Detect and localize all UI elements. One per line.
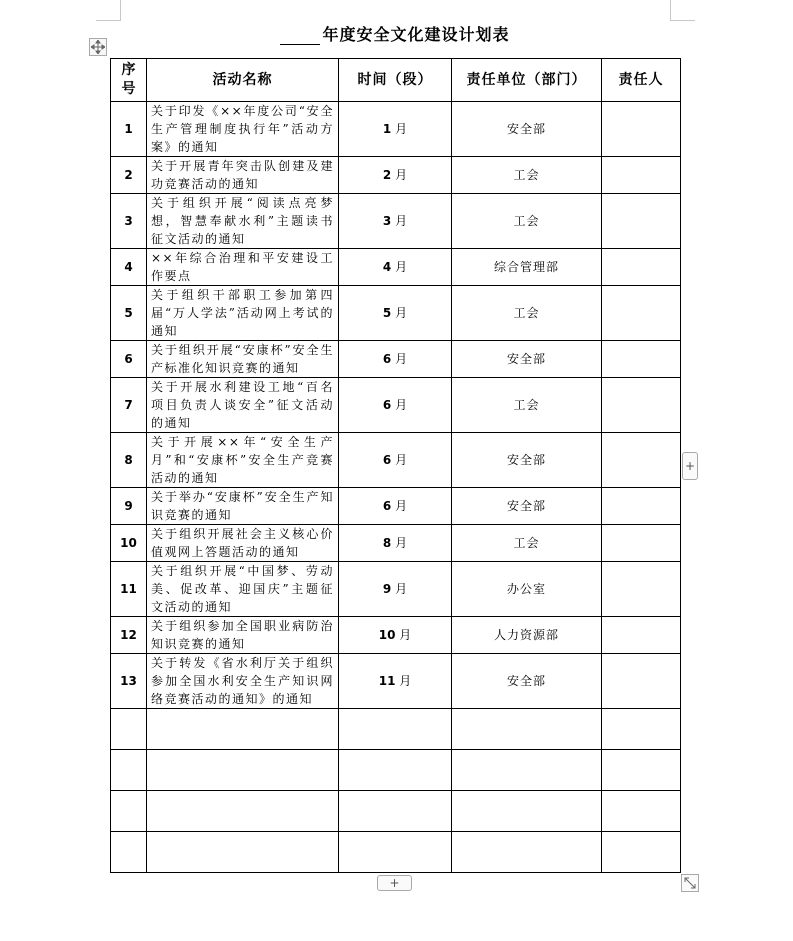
empty-table-row	[111, 750, 681, 791]
cell-person[interactable]	[602, 194, 681, 249]
empty-cell[interactable]	[339, 832, 452, 873]
cell-dept[interactable]: 办公室	[452, 562, 602, 617]
cell-time[interactable]	[339, 249, 452, 286]
cell-person[interactable]	[602, 341, 681, 378]
cell-activity[interactable]: 关于开展××年“安全生产月”和“安康杯”安全生产竞赛活动的通知	[147, 433, 339, 488]
cell-dept[interactable]: 安全部	[452, 654, 602, 709]
cell-month: 2	[382, 168, 392, 182]
cell-dept[interactable]: 人力资源部	[452, 617, 602, 654]
cell-activity[interactable]: 关于开展水利建设工地“百名项目负责人谈安全”征文活动的通知	[147, 378, 339, 433]
cell-time[interactable]	[339, 488, 452, 525]
cell-activity[interactable]: 关于组织参加全国职业病防治知识竞赛的通知	[147, 617, 339, 654]
cell-time[interactable]	[339, 433, 452, 488]
cell-no[interactable]: 7	[111, 378, 147, 433]
empty-cell[interactable]	[147, 791, 339, 832]
cell-dept[interactable]: 工会	[452, 286, 602, 341]
cell-month: 6	[382, 499, 392, 513]
empty-cell[interactable]	[452, 791, 602, 832]
cell-month: 10	[378, 628, 396, 642]
cell-time[interactable]	[339, 286, 452, 341]
cell-month-unit: 月	[399, 674, 412, 688]
cell-time[interactable]	[339, 194, 452, 249]
cell-no[interactable]: 10	[111, 525, 147, 562]
table-move-handle[interactable]	[89, 38, 107, 56]
empty-cell[interactable]	[339, 791, 452, 832]
cell-month-unit: 月	[395, 352, 408, 366]
empty-cell[interactable]	[111, 709, 147, 750]
cell-activity[interactable]: 关于转发《省水利厅关于组织参加全国水利安全生产知识网络竞赛活动的通知》的通知	[147, 654, 339, 709]
empty-table-row	[111, 832, 681, 873]
page-corner-mark-top-left	[96, 0, 121, 21]
cell-time[interactable]	[339, 617, 452, 654]
cell-person[interactable]	[602, 249, 681, 286]
cell-time[interactable]	[339, 525, 452, 562]
cell-person[interactable]	[602, 286, 681, 341]
cell-month: 5	[382, 306, 392, 320]
cell-activity[interactable]: 关于组织干部职工参加第四届“万人学法”活动网上考试的通知	[147, 286, 339, 341]
table-row	[111, 562, 681, 617]
cell-month-unit: 月	[395, 453, 408, 467]
table-row	[111, 157, 681, 194]
empty-cell[interactable]	[111, 832, 147, 873]
cell-month-unit: 月	[395, 168, 408, 182]
header-activity[interactable]: 活动名称	[147, 59, 339, 102]
cell-time[interactable]	[339, 378, 452, 433]
cell-no[interactable]: 3	[111, 194, 147, 249]
cell-no[interactable]: 8	[111, 433, 147, 488]
cell-person[interactable]	[602, 525, 681, 562]
cell-no[interactable]: 6	[111, 341, 147, 378]
cell-time[interactable]	[339, 654, 452, 709]
cell-person[interactable]	[602, 157, 681, 194]
cell-no[interactable]: 5	[111, 286, 147, 341]
title-year-blank	[280, 27, 320, 45]
cell-month: 1	[382, 122, 392, 136]
table-row	[111, 617, 681, 654]
table-resize-handle[interactable]	[681, 874, 699, 892]
header-time[interactable]: 时间（段）	[339, 59, 452, 102]
cell-time[interactable]	[339, 157, 452, 194]
cell-dept[interactable]: 安全部	[452, 488, 602, 525]
cell-month-unit: 月	[395, 260, 408, 274]
table-row	[111, 488, 681, 525]
cell-month-unit: 月	[395, 536, 408, 550]
cell-month: 6	[382, 352, 392, 366]
cell-month-unit: 月	[395, 122, 408, 136]
cell-month-unit: 月	[395, 582, 408, 596]
cell-no[interactable]: 12	[111, 617, 147, 654]
empty-cell[interactable]	[339, 709, 452, 750]
header-no[interactable]: 序号	[111, 59, 147, 102]
cell-dept[interactable]: 综合管理部	[452, 249, 602, 286]
cell-dept[interactable]: 安全部	[452, 102, 602, 157]
empty-table-row	[111, 709, 681, 750]
cell-no[interactable]: 9	[111, 488, 147, 525]
cell-month: 11	[378, 674, 396, 688]
cell-person[interactable]	[602, 378, 681, 433]
add-row-button[interactable]: +	[377, 875, 412, 891]
cell-activity[interactable]: 关于组织开展“阅读点亮梦想，智慧奉献水利”主题读书征文活动的通知	[147, 194, 339, 249]
empty-cell[interactable]	[602, 791, 681, 832]
cell-dept[interactable]: 安全部	[452, 433, 602, 488]
cell-month: 3	[382, 214, 392, 228]
cell-time[interactable]	[339, 341, 452, 378]
move-icon	[91, 40, 105, 54]
cell-activity[interactable]: 关于印发《××年度公司“安全生产管理制度执行年”活动方案》的通知	[147, 102, 339, 157]
document-title[interactable]	[110, 22, 680, 46]
cell-person[interactable]	[602, 654, 681, 709]
empty-table-row	[111, 791, 681, 832]
empty-cell[interactable]	[602, 832, 681, 873]
cell-person[interactable]	[602, 488, 681, 525]
cell-person[interactable]	[602, 617, 681, 654]
table-row	[111, 654, 681, 709]
table-header-row	[111, 59, 681, 102]
cell-time[interactable]	[339, 562, 452, 617]
cell-month-unit: 月	[395, 499, 408, 513]
cell-activity[interactable]: 关于组织开展社会主义核心价值观网上答题活动的通知	[147, 525, 339, 562]
table-row	[111, 249, 681, 286]
empty-cell[interactable]	[147, 832, 339, 873]
page-corner-mark-top-right	[670, 0, 695, 21]
empty-cell[interactable]	[452, 750, 602, 791]
cell-dept[interactable]: 安全部	[452, 341, 602, 378]
header-dept[interactable]: 责任单位（部门）	[452, 59, 602, 102]
cell-activity[interactable]: 关于组织开展“中国梦、劳动美、促改革、迎国庆”主题征文活动的通知	[147, 562, 339, 617]
empty-cell[interactable]	[339, 750, 452, 791]
empty-cell[interactable]	[602, 750, 681, 791]
cell-dept[interactable]: 工会	[452, 525, 602, 562]
table-row	[111, 194, 681, 249]
cell-month: 6	[382, 453, 392, 467]
empty-cell[interactable]	[147, 709, 339, 750]
title-text: 年度安全文化建设计划表	[322, 25, 510, 44]
cell-month: 9	[382, 582, 392, 596]
empty-cell[interactable]	[147, 750, 339, 791]
cell-dept[interactable]: 工会	[452, 194, 602, 249]
cell-month: 8	[382, 536, 392, 550]
cell-person[interactable]	[602, 433, 681, 488]
cell-activity[interactable]: 关于举办“安康杯”安全生产知识竞赛的通知	[147, 488, 339, 525]
cell-month-unit: 月	[399, 628, 412, 642]
add-column-button[interactable]: +	[682, 452, 698, 480]
table-row	[111, 433, 681, 488]
table-row	[111, 525, 681, 562]
cell-activity[interactable]: ××年综合治理和平安建设工作要点	[147, 249, 339, 286]
cell-no[interactable]: 11	[111, 562, 147, 617]
cell-month: 4	[382, 260, 392, 274]
empty-cell[interactable]	[111, 791, 147, 832]
cell-no[interactable]: 1	[111, 102, 147, 157]
table-row	[111, 341, 681, 378]
table-row	[111, 378, 681, 433]
cell-month-unit: 月	[395, 398, 408, 412]
cell-person[interactable]	[602, 102, 681, 157]
table-row	[111, 102, 681, 157]
empty-cell[interactable]	[602, 709, 681, 750]
cell-no[interactable]: 13	[111, 654, 147, 709]
cell-month-unit: 月	[395, 214, 408, 228]
cell-no[interactable]: 4	[111, 249, 147, 286]
empty-cell[interactable]	[452, 709, 602, 750]
header-person[interactable]: 责任人	[602, 59, 681, 102]
table-row	[111, 286, 681, 341]
empty-cell[interactable]	[111, 750, 147, 791]
cell-month: 6	[382, 398, 392, 412]
cell-dept[interactable]: 工会	[452, 157, 602, 194]
cell-dept[interactable]: 工会	[452, 378, 602, 433]
cell-time[interactable]	[339, 102, 452, 157]
resize-icon	[682, 875, 698, 891]
cell-activity[interactable]: 关于开展青年突击队创建及建功竞赛活动的通知	[147, 157, 339, 194]
cell-person[interactable]	[602, 562, 681, 617]
cell-month-unit: 月	[395, 306, 408, 320]
empty-cell[interactable]	[452, 832, 602, 873]
safety-plan-table[interactable]	[110, 58, 681, 873]
cell-no[interactable]: 2	[111, 157, 147, 194]
cell-activity[interactable]: 关于组织开展“安康杯”安全生产标准化知识竞赛的通知	[147, 341, 339, 378]
